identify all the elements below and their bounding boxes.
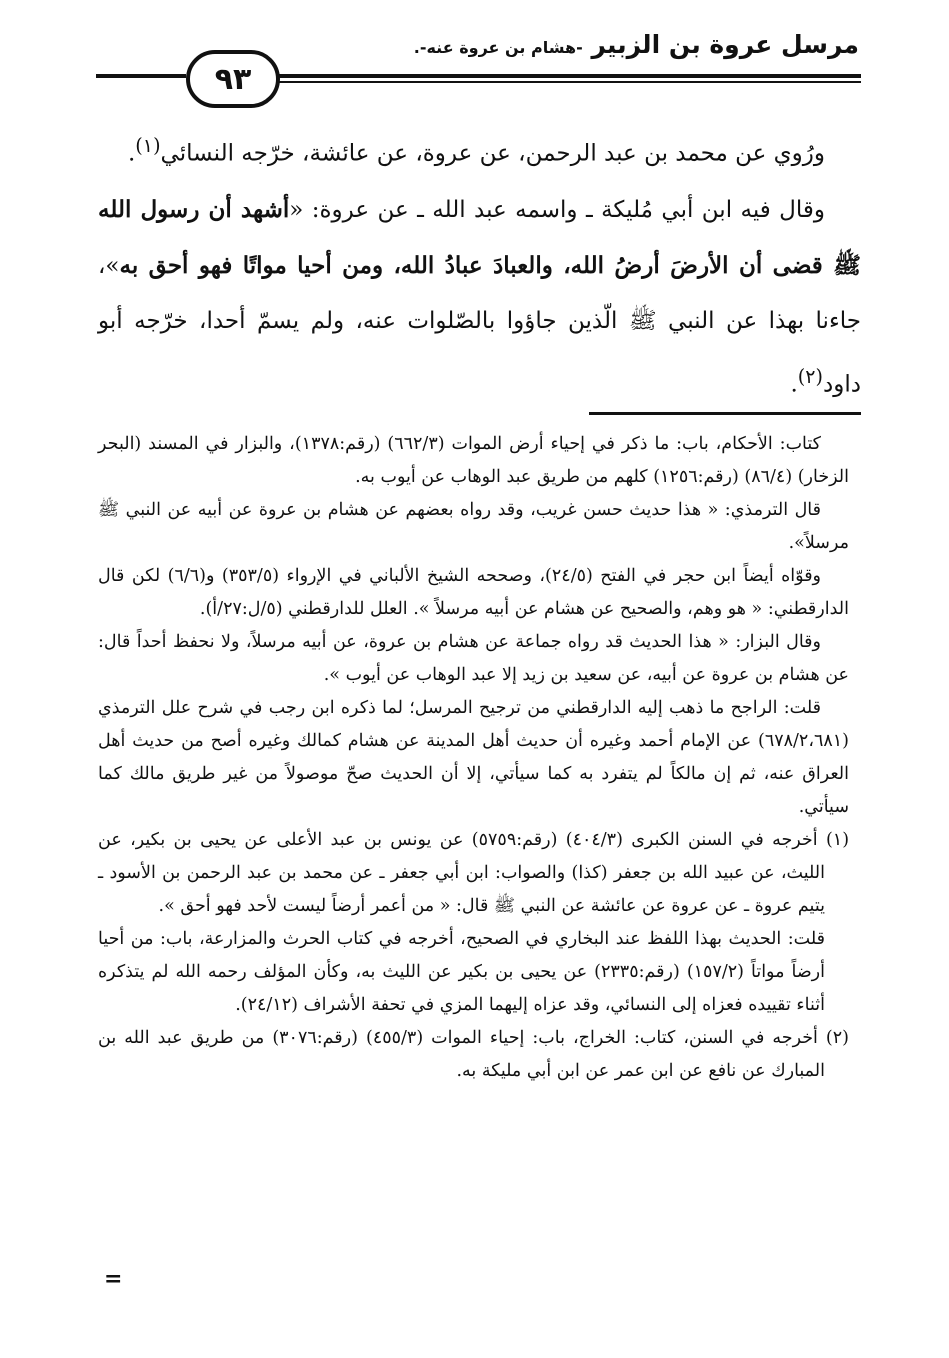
footnote-ibn-hajar: وقوّاه أيضاً ابن حجر في الفتح (٢٤/٥)، وصححه الشيخ الألباني في الإرواء (٣٥٣/٥) و(٦/٦) لكن قال الدارقطني: « هو وهم، والصحيح عن هشام عن أبيه مرسلاً ». العلل للدارقطني (٥/ل:٢٧/أ).: [98, 566, 849, 619]
header-rule-left: [96, 74, 186, 78]
footnote-ref-1: (١): [135, 134, 161, 157]
footnotes: [98, 428, 849, 1088]
footnote-separator: [589, 412, 861, 415]
running-header: [414, 30, 859, 59]
page-number-badge: [186, 50, 280, 108]
footnote-tirmidhi: قال الترمذي: « هذا حديث حسن غريب، وقد رواه بعضهم عن هشام بن عروة عن أبيه عن النبي ﷺ مرسلاً».: [98, 500, 849, 553]
footnote-comment: قلت: الراجح ما ذهب إليه الدارقطني من ترجيح المرسل؛ لما ذكره ابن رجب في شرح علل الترمذي (٦٧٨/٢،٦٨١) عن الإمام أحمد وغيره أن حديث أهل المدينة عن هشام كمالك وغيره أصح من حديث أهل العراق عنه، ثم إن مالكاً لم يتفرد به كما سيأتي، إلا أن الحديث صحّ موصولاً من غير طريق مالك كما سيأتي.: [98, 698, 849, 817]
header-rule-right-thin: [276, 81, 861, 83]
header-rule-right: [276, 74, 861, 78]
footnote-bazzar: وقال البزار: « هذا الحديث قد رواه جماعة عن هشام بن عروة، عن أبيه مرسلاً، ولا نحفظ أحداً قال: عن هشام بن عروة عن أبيه، عن سعيد بن زيد إلا عبد الوهاب عن أيوب ».: [98, 632, 849, 685]
footnote-2: (٢) أخرجه في السنن، كتاب: الخراج، باب: إحياء الموات (٤٥٥/٣) (رقم:٣٠٧٦) من طريق عبد الله بن المبارك عن نافع عن ابن عمر عن ابن أبي مليكة به.: [98, 1028, 849, 1081]
hadith-quote: أشهد أن رسول الله ﷺ قضى أن الأرضَ أرضُ الله، والعبادَ عبادُ الله، ومن أحيا مواتًا فهو أحق به: [98, 195, 861, 279]
footnote-continuation: كتاب: الأحكام، باب: ما ذكر في إحياء أرض الموات (٦٦٢/٣) (رقم:١٣٧٨)، والبزار في المسند (البحر الزخار) (٨٦/٤) (رقم:١٢٥٦) كلهم من طريق عبد الوهاب عن أيوب به.: [98, 434, 849, 487]
chapter-subtitle: -هشام بن عروة عنه-.: [413, 38, 583, 57]
book-title: مرسل عروة بن الزبير: [591, 30, 859, 59]
continuation-mark: =: [104, 1266, 123, 1292]
main-text: [98, 118, 861, 412]
footnote-1: (١) أخرجه في السنن الكبرى (٤٠٤/٣) (رقم:٥٧٥٩) عن يونس بن عبد الأعلى عن يحيى بن بكير، عن الليث، عن عبيد الله بن جعفر (كذا) والصواب: ابن أبي جعفر ـ عن محمد بن عبد الرحمن بن الأسود ـ يتيم عروة ـ عن عروة عن عائشة عن النبي ﷺ قال: « من أعمر أرضاً ليست لأحد فهو أحق ».: [98, 830, 850, 916]
footnote-1-comment: قلت: الحديث بهذا اللفظ عند البخاري في الصحيح، أخرجه في كتاب الحرث والمزارعة، باب: من أحيا أرضاً مواتاً (١٥٧/٢) (رقم:٢٣٣٥) عن يحيى بن بكير عن الليث به، وكأن المؤلف رحمه الله لم يتذكره أثناء تقييده فعزاه إلى النسائي، وقد عزاه إليهما المزي في تحفة الأشراف (٢٤/١٢).: [98, 929, 825, 1015]
footnote-ref-2: (٢): [797, 364, 824, 388]
page-number: ٩٣: [214, 61, 252, 97]
paragraph-1: ورُوي عن محمد بن عبد الرحمن، عن عروة، عن عائشة، خرّجه النسائي$^{(١)}$.: [127, 134, 825, 167]
paragraph-2: وقال فيه ابن أبي مُليكة ـ واسمه عبد الله ـ عن عروة: «أشهد أن رسول الله ﷺ قضى أن الأرضَ أرضُ الله، والعبادَ عبادُ الله، ومن أحيا مواتًا فهو أحق به»، جاءنا بهذا عن النبي ﷺ الّذين جاؤوا بالصّلوات عنه، ولم يسمّ أحدا، خرّجه أبو داود$^{(٢)}$.: [98, 195, 861, 398]
